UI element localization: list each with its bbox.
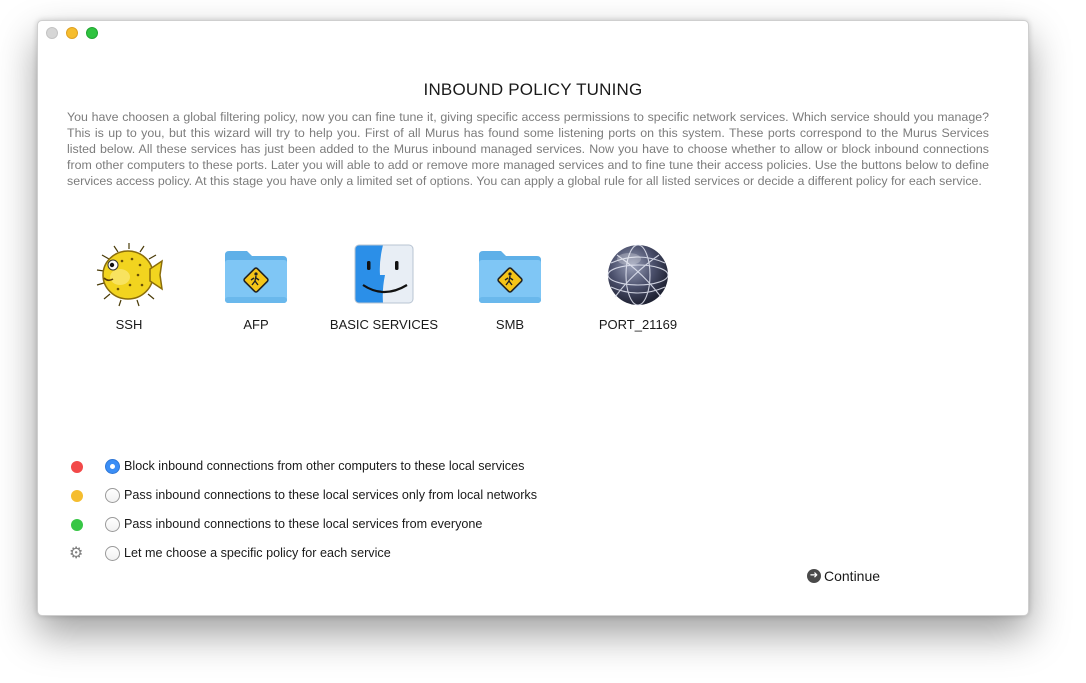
yellow-status-dot [71, 490, 83, 502]
policy-option-block[interactable] [68, 457, 668, 477]
arrow-right-circle-icon: ➜ [807, 569, 821, 583]
shared-folder-icon [475, 243, 545, 309]
close-window-button[interactable] [46, 27, 58, 39]
option-label: Block inbound connections from other computers to these local services [124, 459, 525, 473]
policy-option-local-networks[interactable] [68, 486, 668, 506]
shared-folder-icon [221, 243, 291, 309]
everyone-radio[interactable] [105, 517, 120, 532]
continue-label: Continue [824, 568, 881, 584]
local-networks-radio[interactable] [105, 488, 120, 503]
service-label: SMB [495, 317, 525, 332]
green-status-dot [71, 519, 83, 531]
service-label: BASIC SERVICES [329, 317, 439, 332]
block-radio[interactable] [105, 459, 120, 474]
option-label: Pass inbound connections to these local services only from local networks [124, 488, 538, 502]
service-label: AFP [243, 317, 269, 332]
custom-policy-radio[interactable] [105, 546, 120, 561]
red-status-dot [71, 461, 83, 473]
continue-button[interactable] [807, 566, 880, 586]
service-smb[interactable] [450, 243, 570, 332]
page-description: You have choosen a global filtering policy, now you can fine tune it, giving specific access permissions to specific network services. Which service should you manage? This is up to you, but this wizard will try to help you. First of all Murus has found some listening ports on this system. These ports correspond to the Murus Services listed below. All these services has just been added to the Murus inbound managed services. Now you have to choose whether to allow or block inbound connections from other computers to these ports. Later you will able to add or remove more managed services and to fine tune their access policies. Use the buttons below to define services access policy. At this stage you have only a limited set of options. You can apply a global rule for all listed services or decide a different policy for each service. [67, 110, 989, 188]
network-globe-icon [603, 243, 673, 309]
service-label: SSH [115, 317, 143, 332]
policy-option-custom[interactable] [68, 544, 668, 564]
service-basic-services[interactable] [324, 243, 444, 332]
pufferfish-icon [94, 243, 164, 309]
service-label: PORT_21169 [598, 317, 678, 332]
gear-icon: ⚙ [69, 545, 84, 562]
service-ssh[interactable] [69, 243, 189, 332]
zoom-window-button[interactable] [86, 27, 98, 39]
option-label: Pass inbound connections to these local services from everyone [124, 517, 483, 531]
service-port-21169[interactable] [578, 243, 698, 332]
wizard-window [37, 20, 1029, 616]
policy-option-everyone[interactable] [68, 515, 668, 535]
minimize-window-button[interactable] [66, 27, 78, 39]
service-afp[interactable] [196, 243, 316, 332]
finder-icon [349, 243, 419, 309]
page-title: INBOUND POLICY TUNING [423, 80, 643, 99]
option-label: Let me choose a specific policy for each service [124, 546, 391, 560]
